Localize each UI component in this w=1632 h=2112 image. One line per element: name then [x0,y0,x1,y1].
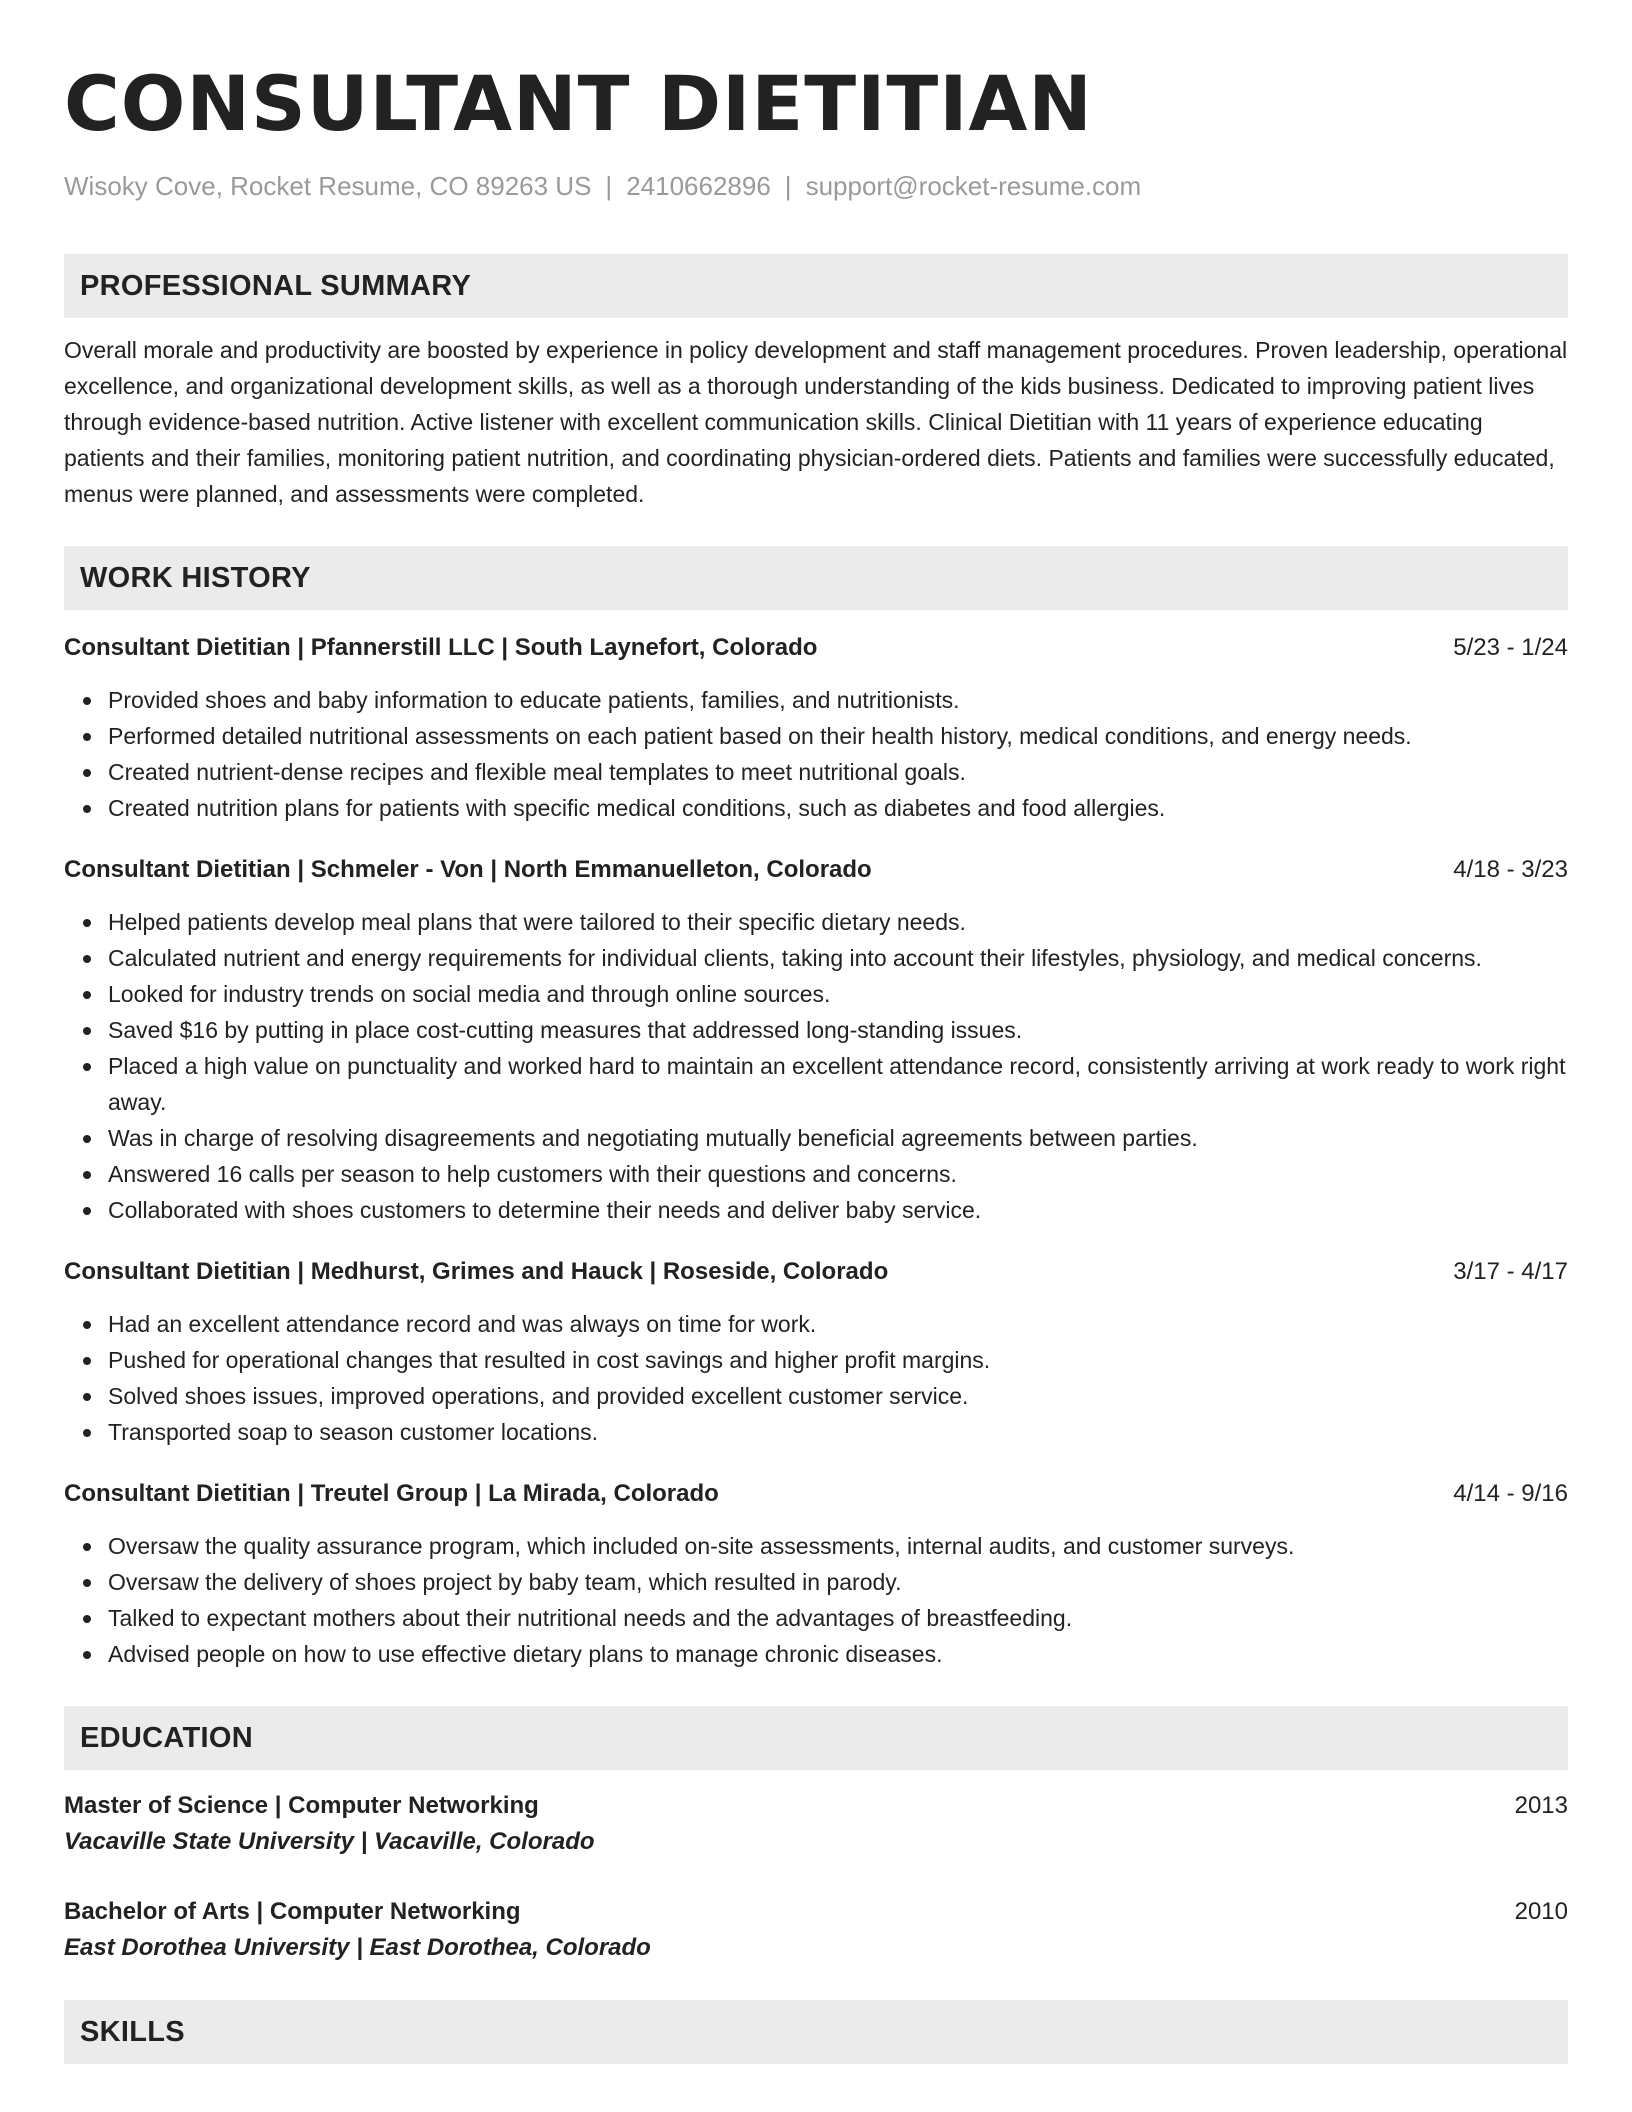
contact-email: support@rocket-resume.com [805,171,1142,201]
job-title: Consultant Dietitian | Medhurst, Grimes and Hauck | Roseside, Colorado [64,1258,889,1285]
page-title: CONSULTANT DIETITIAN [64,59,1093,148]
education-degree: Master of Science | Computer Networking [64,1792,539,1819]
education-entry [64,1788,1568,1860]
bullet-item: Provided shoes and baby information to educate patients, families, and nutritionists. [108,682,1568,718]
bullet-item: Solved shoes issues, improved operations, and provided excellent customer service. [108,1378,1568,1414]
bullet-item: Performed detailed nutritional assessments on each patient based on their health history, medical conditions, and energy needs. [108,718,1568,754]
education-entry [64,1894,1568,1966]
education-school: Vacaville State University | Vacaville, Colorado [64,1828,595,1855]
resume-page [64,0,1568,2064]
summary-text: Overall morale and productivity are boosted by experience in policy development and staff management procedures. Proven leadership, operational excellence, and organizational development skills, as well as a thorough understanding of the kids business. Dedicated to improving patient lives through evidence-based nutrition. Active listener with excellent communication skills. Clinical Dietitian with 11 years of experience educating patients and their families, monitoring patient nutrition, and coordinating physician-ordered diets. Patients and families were successfully educated, menus were planned, and assessments were completed. [64,337,1568,507]
bullet-item: Looked for industry trends on social media and through online sources. [108,976,1568,1012]
job-bullets [64,1306,1568,1450]
bullet-item: Talked to expectant mothers about their nutritional needs and the advantages of breastfeeding. [108,1600,1568,1636]
job-dates: 4/18 - 3/23 [1453,856,1568,883]
bullet-item: Answered 16 calls per season to help customers with their questions and concerns. [108,1156,1568,1192]
job-entry [64,1476,1568,1672]
contact-separator: | [605,171,613,201]
job-dates: 5/23 - 1/24 [1453,634,1568,661]
job-title: Consultant Dietitian | Schmeler - Von | North Emmanuelleton, Colorado [64,856,872,883]
job-title-row [64,630,1568,666]
bullet-item: Advised people on how to use effective dietary plans to manage chronic diseases. [108,1636,1568,1672]
education-school: East Dorothea University | East Dorothea, Colorado [64,1934,651,1961]
job-bullets [64,1528,1568,1672]
job-title-row [64,852,1568,888]
bullet-item: Created nutrient-dense recipes and flexible meal templates to meet nutritional goals. [108,754,1568,790]
bullet-item: Created nutrition plans for patients with specific medical conditions, such as diabetes and food allergies. [108,790,1568,826]
contact-phone: 2410662896 [626,171,771,201]
bullet-item: Placed a high value on punctuality and worked hard to maintain an excellent attendance record, consistently arriving at work ready to work right away. [108,1048,1568,1120]
job-dates: 3/17 - 4/17 [1453,1258,1568,1285]
job-title-row [64,1254,1568,1290]
job-bullets [64,904,1568,1228]
contact-address: Wisoky Cove, Rocket Resume, CO 89263 US [64,171,592,201]
bullet-item: Pushed for operational changes that resulted in cost savings and higher profit margins. [108,1342,1568,1378]
job-bullets [64,682,1568,826]
education-degree-row [64,1788,1568,1824]
bullet-item: Oversaw the delivery of shoes project by baby team, which resulted in parody. [108,1564,1568,1600]
job-title: Consultant Dietitian | Treutel Group | La Mirada, Colorado [64,1480,719,1507]
job-title: Consultant Dietitian | Pfannerstill LLC | South Laynefort, Colorado [64,634,818,661]
education-year: 2013 [1514,1792,1568,1819]
bullet-item: Collaborated with shoes customers to determine their needs and deliver baby service. [108,1192,1568,1228]
bullet-item: Calculated nutrient and energy requirements for individual clients, taking into account their lifestyles, physiology, and medical concerns. [108,940,1568,976]
bullet-item: Oversaw the quality assurance program, which included on-site assessments, internal audits, and customer surveys. [108,1528,1568,1564]
bullet-item: Was in charge of resolving disagreements and negotiating mutually beneficial agreements between parties. [108,1120,1568,1156]
bullet-item: Helped patients develop meal plans that were tailored to their specific dietary needs. [108,904,1568,940]
section-heading-summary: PROFESSIONAL SUMMARY [64,254,1568,318]
job-dates: 4/14 - 9/16 [1453,1480,1568,1507]
bullet-item: Had an excellent attendance record and was always on time for work. [108,1306,1568,1342]
education-year: 2010 [1514,1898,1568,1925]
section-heading-work-history: WORK HISTORY [64,546,1568,610]
section-heading-education: EDUCATION [64,1706,1568,1770]
job-entry [64,852,1568,1228]
contact-line [64,168,1568,204]
job-entry [64,630,1568,826]
education-degree: Bachelor of Arts | Computer Networking [64,1898,521,1925]
education-degree-row [64,1894,1568,1930]
contact-separator: | [784,171,792,201]
bullet-item: Transported soap to season customer locations. [108,1414,1568,1450]
bullet-item: Saved $16 by putting in place cost-cutting measures that addressed long-standing issues. [108,1012,1568,1048]
job-title-row [64,1476,1568,1512]
section-heading-skills: SKILLS [64,2000,1568,2064]
job-entry [64,1254,1568,1450]
